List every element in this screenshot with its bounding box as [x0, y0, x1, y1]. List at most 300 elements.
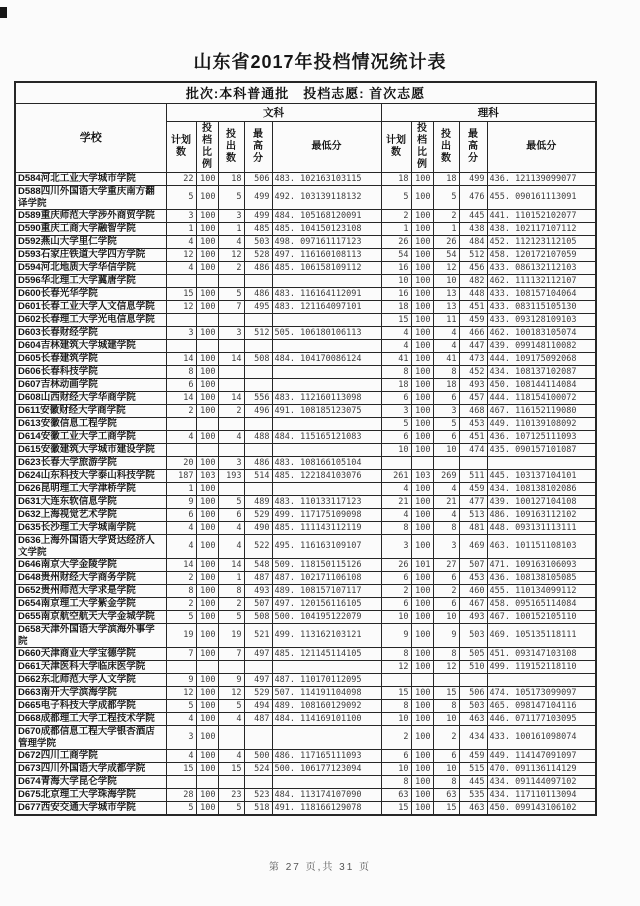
sci-cast-cell: 4	[433, 509, 459, 522]
school-cell: D596华北理工大学冀唐学院	[15, 275, 166, 288]
table-row	[15, 661, 596, 674]
table-row	[15, 648, 596, 661]
school-cell: D606长春科技学院	[15, 366, 166, 379]
scan-artifact	[0, 7, 7, 18]
arts-plan-cell: 5	[166, 700, 196, 713]
arts-cast-cell: 5	[218, 496, 244, 509]
arts-max-cell: 494	[244, 700, 272, 713]
arts-cast-cell: 2	[218, 262, 244, 275]
arts-plan-cell: 7	[166, 648, 196, 661]
arts-max-cell: 485	[244, 223, 272, 236]
school-cell: D661天津医科大学临床医学院	[15, 661, 166, 674]
arts-plan-cell: 3	[166, 327, 196, 340]
sci-cast-cell: 4	[433, 483, 459, 496]
sci-cast-cell: 2	[433, 585, 459, 598]
sci-plan-cell: 10	[381, 275, 411, 288]
school-cell: D652贵州师范大学求是学院	[15, 585, 166, 598]
sci-min-cell: 433. 100161098074	[487, 726, 596, 750]
sci-min-cell: 433. 083115105130	[487, 301, 596, 314]
sci-max-cell: 459	[459, 483, 487, 496]
arts-plan-cell: 2	[166, 572, 196, 585]
arts-ratio-cell: 100	[196, 611, 218, 624]
arts-ratio-cell: 100	[196, 700, 218, 713]
sci-ratio-cell: 100	[411, 496, 433, 509]
arts-cast-cell	[218, 776, 244, 789]
arts-min-cell: 483. 121164097101	[272, 301, 381, 314]
sci-cast-cell: 15	[433, 687, 459, 700]
sci-min-cell: 446. 071177103095	[487, 713, 596, 726]
school-cell: D611安徽财经大学商学院	[15, 405, 166, 418]
table-row	[15, 611, 596, 624]
sci-plan-cell: 54	[381, 249, 411, 262]
sci-min-cell: 444. 109175092068	[487, 353, 596, 366]
sci-cast-cell	[433, 457, 459, 470]
school-cell: D670成都信息工程大学银杏酒店管理学院	[15, 726, 166, 750]
arts-max-cell: 499	[244, 186, 272, 210]
sci-max-cell: 460	[459, 585, 487, 598]
sci-cast-cell: 12	[433, 262, 459, 275]
school-cell: D615安徽建筑大学城市建设学院	[15, 444, 166, 457]
arts-min-cell	[272, 379, 381, 392]
arts-plan-cell: 4	[166, 535, 196, 559]
sci-plan-cell: 26	[381, 559, 411, 572]
sci-cast-cell: 15	[433, 802, 459, 816]
arts-cast-cell: 8	[218, 585, 244, 598]
arts-max-cell: 487	[244, 713, 272, 726]
sci-max-cell	[459, 674, 487, 687]
sci-max-cell: 459	[459, 750, 487, 763]
arts-min-cell	[272, 275, 381, 288]
sci-subheader-cast: 投出数	[433, 122, 459, 173]
sci-plan-cell: 16	[381, 262, 411, 275]
table-row	[15, 687, 596, 700]
sci-plan-cell: 63	[381, 789, 411, 802]
arts-plan-cell: 6	[166, 509, 196, 522]
arts-max-cell: 514	[244, 470, 272, 483]
sci-plan-cell: 10	[381, 444, 411, 457]
school-cell: D662东北师范大学人文学院	[15, 674, 166, 687]
arts-ratio-cell: 100	[196, 288, 218, 301]
arts-ratio-cell: 100	[196, 223, 218, 236]
sci-ratio-cell: 100	[411, 687, 433, 700]
arts-max-cell: 522	[244, 535, 272, 559]
sci-cast-cell: 6	[433, 431, 459, 444]
sci-plan-cell: 8	[381, 776, 411, 789]
sci-min-cell: 452. 112123112105	[487, 236, 596, 249]
sci-plan-cell: 3	[381, 535, 411, 559]
arts-max-cell: 497	[244, 674, 272, 687]
sci-max-cell: 535	[459, 789, 487, 802]
sci-max-cell: 477	[459, 496, 487, 509]
school-cell: D646南京大学金陵学院	[15, 559, 166, 572]
sci-cast-cell: 8	[433, 648, 459, 661]
arts-min-cell: 487. 110170112095	[272, 674, 381, 687]
sci-min-cell: 433. 108157104064	[487, 288, 596, 301]
arts-min-cell	[272, 314, 381, 327]
sci-cast-cell: 4	[433, 327, 459, 340]
sci-ratio-cell: 100	[411, 418, 433, 431]
arts-cast-cell: 3	[218, 210, 244, 223]
sci-ratio-cell: 101	[411, 559, 433, 572]
arts-min-cell	[272, 366, 381, 379]
sci-cast-cell: 10	[433, 275, 459, 288]
school-cell: D663南开大学滨海学院	[15, 687, 166, 700]
sci-ratio-cell: 100	[411, 611, 433, 624]
arts-max-cell: 507	[244, 598, 272, 611]
sci-cast-cell: 10	[433, 444, 459, 457]
sci-min-cell: 449. 114147091097	[487, 750, 596, 763]
arts-plan-cell: 6	[166, 379, 196, 392]
table-row	[15, 275, 596, 288]
sci-ratio-cell: 100	[411, 288, 433, 301]
sci-min-cell: 474. 105173099097	[487, 687, 596, 700]
arts-max-cell: 495	[244, 301, 272, 314]
school-cell: D604吉林建筑大学城建学院	[15, 340, 166, 353]
sci-max-cell: 503	[459, 624, 487, 648]
arts-max-cell: 493	[244, 585, 272, 598]
sci-ratio-cell: 100	[411, 392, 433, 405]
arts-cast-cell	[218, 275, 244, 288]
sci-max-cell: 463	[459, 802, 487, 816]
sci-min-cell: 469. 105135118111	[487, 624, 596, 648]
arts-subheader-min: 最低分	[272, 122, 381, 173]
school-cell: D584河北工业大学城市学院	[15, 173, 166, 186]
school-cell: D636上海外国语大学贤达经济人文学院	[15, 535, 166, 559]
sci-plan-cell: 6	[381, 431, 411, 444]
sci-plan-cell: 21	[381, 496, 411, 509]
arts-max-cell: 506	[244, 173, 272, 186]
sci-cast-cell: 5	[433, 418, 459, 431]
arts-cast-cell: 15	[218, 763, 244, 776]
arts-max-cell: 489	[244, 496, 272, 509]
sci-cast-cell: 21	[433, 496, 459, 509]
arts-min-cell: 484. 105168120091	[272, 210, 381, 223]
school-cell: D588四川外国语大学重庆南方翻译学院	[15, 186, 166, 210]
arts-cast-cell	[218, 444, 244, 457]
arts-max-cell	[244, 726, 272, 750]
arts-plan-cell: 20	[166, 457, 196, 470]
sci-cast-cell: 6	[433, 392, 459, 405]
sci-cast-cell: 6	[433, 598, 459, 611]
sci-max-cell: 467	[459, 598, 487, 611]
arts-max-cell	[244, 366, 272, 379]
arts-max-cell	[244, 444, 272, 457]
arts-ratio-cell: 100	[196, 522, 218, 535]
arts-max-cell	[244, 418, 272, 431]
arts-cast-cell: 193	[218, 470, 244, 483]
table-row	[15, 763, 596, 776]
sci-min-cell: 445. 103137104101	[487, 470, 596, 483]
arts-max-cell: 524	[244, 763, 272, 776]
sci-cast-cell	[433, 674, 459, 687]
sci-ratio-cell: 100	[411, 327, 433, 340]
arts-cast-cell: 9	[218, 674, 244, 687]
sci-ratio-cell: 100	[411, 750, 433, 763]
sci-subheader-plan: 计划数	[381, 122, 411, 173]
arts-min-cell: 491. 118166129078	[272, 802, 381, 816]
school-cell: D593石家庄铁道大学四方学院	[15, 249, 166, 262]
arts-plan-cell	[166, 444, 196, 457]
sci-min-cell: 441. 110152102077	[487, 210, 596, 223]
sci-cast-cell: 18	[433, 173, 459, 186]
table-row	[15, 496, 596, 509]
table-row	[15, 340, 596, 353]
school-cell: D660天津商业大学宝德学院	[15, 648, 166, 661]
sci-ratio-cell: 100	[411, 648, 433, 661]
sci-min-cell: 449. 110139108092	[487, 418, 596, 431]
sci-max-cell: 466	[459, 327, 487, 340]
table-row	[15, 431, 596, 444]
arts-cast-cell: 5	[218, 700, 244, 713]
sci-cast-cell: 2	[433, 726, 459, 750]
sci-ratio-cell: 100	[411, 186, 433, 210]
sci-ratio-cell: 100	[411, 444, 433, 457]
arts-max-cell	[244, 379, 272, 392]
table-row	[15, 392, 596, 405]
arts-max-cell: 486	[244, 262, 272, 275]
sci-min-cell: 439. 099148110082	[487, 340, 596, 353]
arts-max-cell: 518	[244, 802, 272, 816]
arts-ratio-cell: 100	[196, 496, 218, 509]
arts-subheader-plan: 计划数	[166, 122, 196, 173]
sci-min-cell: 435. 090157101087	[487, 444, 596, 457]
sci-min-cell: 434. 108138102086	[487, 483, 596, 496]
school-cell: D668成都理工大学工程技术学院	[15, 713, 166, 726]
sci-plan-cell: 9	[381, 624, 411, 648]
sci-ratio-cell: 100	[411, 236, 433, 249]
sci-plan-cell: 2	[381, 585, 411, 598]
arts-min-cell: 485. 122184103076	[272, 470, 381, 483]
table-row	[15, 327, 596, 340]
arts-plan-cell: 3	[166, 210, 196, 223]
arts-plan-cell: 14	[166, 353, 196, 366]
arts-min-cell: 500. 104195122079	[272, 611, 381, 624]
sci-min-cell: 463. 101151108103	[487, 535, 596, 559]
arts-ratio-cell: 100	[196, 687, 218, 700]
sci-cast-cell: 3	[433, 405, 459, 418]
batch-row	[15, 82, 596, 104]
arts-plan-cell: 14	[166, 559, 196, 572]
sci-max-cell: 445	[459, 776, 487, 789]
sci-max-cell: 511	[459, 470, 487, 483]
table-row	[15, 379, 596, 392]
arts-plan-cell: 2	[166, 405, 196, 418]
sci-max-cell: 482	[459, 275, 487, 288]
arts-cast-cell: 7	[218, 648, 244, 661]
sci-ratio-cell: 100	[411, 624, 433, 648]
arts-min-cell: 500. 106177123094	[272, 763, 381, 776]
sci-plan-cell: 4	[381, 483, 411, 496]
arts-min-cell: 491. 108185123075	[272, 405, 381, 418]
arts-cast-cell: 5	[218, 802, 244, 816]
sci-min-cell	[487, 674, 596, 687]
arts-cast-cell: 4	[218, 535, 244, 559]
school-cell: D590重庆工商大学融智学院	[15, 223, 166, 236]
table-row	[15, 223, 596, 236]
sci-max-cell: 463	[459, 713, 487, 726]
arts-plan-cell: 1	[166, 223, 196, 236]
arts-plan-cell: 4	[166, 236, 196, 249]
school-cell: D623长春大学旅游学院	[15, 457, 166, 470]
sci-plan-cell: 18	[381, 301, 411, 314]
arts-plan-cell: 5	[166, 802, 196, 816]
sci-cast-cell: 10	[433, 763, 459, 776]
sci-plan-cell: 8	[381, 366, 411, 379]
sci-plan-cell: 16	[381, 288, 411, 301]
arts-ratio-cell: 100	[196, 726, 218, 750]
arts-ratio-cell: 100	[196, 249, 218, 262]
sci-plan-cell: 10	[381, 763, 411, 776]
sci-min-cell: 434. 117110113094	[487, 789, 596, 802]
sci-cast-cell: 8	[433, 700, 459, 713]
sci-min-cell: 450. 108144114084	[487, 379, 596, 392]
school-cell: D614安徽工业大学工商学院	[15, 431, 166, 444]
arts-cast-cell	[218, 340, 244, 353]
sci-min-cell: 462. 111132112107	[487, 275, 596, 288]
sci-subheader-ratio: 投档比例	[411, 122, 433, 173]
sci-plan-cell: 12	[381, 661, 411, 674]
arts-ratio-cell	[196, 275, 218, 288]
sci-cast-cell: 8	[433, 776, 459, 789]
arts-max-cell: 496	[244, 405, 272, 418]
arts-min-cell: 499. 117175109098	[272, 509, 381, 522]
arts-min-cell	[272, 726, 381, 750]
sci-max-cell: 448	[459, 288, 487, 301]
arts-ratio-cell: 100	[196, 572, 218, 585]
arts-plan-cell: 4	[166, 750, 196, 763]
arts-min-cell: 484. 104170086124	[272, 353, 381, 366]
sci-plan-cell: 15	[381, 687, 411, 700]
sci-plan-cell: 3	[381, 405, 411, 418]
sci-min-cell: 470. 091136114129	[487, 763, 596, 776]
arts-ratio-cell	[196, 340, 218, 353]
sci-max-cell: 468	[459, 405, 487, 418]
school-cell: D648贵州财经大学商务学院	[15, 572, 166, 585]
arts-cast-cell: 3	[218, 327, 244, 340]
school-cell: D601长春工业大学人文信息学院	[15, 301, 166, 314]
arts-plan-cell	[166, 340, 196, 353]
arts-cast-cell: 4	[218, 236, 244, 249]
arts-ratio-cell: 100	[196, 509, 218, 522]
sci-max-cell: 484	[459, 236, 487, 249]
sci-ratio-cell: 100	[411, 223, 433, 236]
arts-min-cell	[272, 418, 381, 431]
arts-cast-cell: 5	[218, 288, 244, 301]
table-row	[15, 301, 596, 314]
school-cell: D607吉林动画学院	[15, 379, 166, 392]
sci-plan-cell: 261	[381, 470, 411, 483]
arts-cast-cell: 12	[218, 249, 244, 262]
arts-cast-cell: 14	[218, 353, 244, 366]
sci-plan-cell: 6	[381, 598, 411, 611]
table-row	[15, 288, 596, 301]
table-row	[15, 470, 596, 483]
sci-cast-cell: 8	[433, 522, 459, 535]
table-row	[15, 249, 596, 262]
sci-ratio-cell: 103	[411, 470, 433, 483]
sci-max-cell: 456	[459, 262, 487, 275]
sci-plan-cell: 4	[381, 509, 411, 522]
sci-cast-cell: 6	[433, 750, 459, 763]
arts-min-cell: 489. 108160129092	[272, 700, 381, 713]
arts-cast-cell	[218, 366, 244, 379]
arts-ratio-cell: 100	[196, 674, 218, 687]
sci-min-cell: 436. 121139099077	[487, 173, 596, 186]
arts-min-cell: 483. 112160113098	[272, 392, 381, 405]
sci-plan-cell	[381, 674, 411, 687]
arts-min-cell: 509. 118150115126	[272, 559, 381, 572]
sci-min-cell: 467. 100152105110	[487, 611, 596, 624]
sci-min-cell: 436. 107125111093	[487, 431, 596, 444]
sci-ratio-cell: 100	[411, 301, 433, 314]
sci-max-cell: 452	[459, 366, 487, 379]
school-cell: D626昆明理工大学津桥学院	[15, 483, 166, 496]
arts-plan-cell: 22	[166, 173, 196, 186]
arts-ratio-cell: 103	[196, 470, 218, 483]
sci-max-cell: 459	[459, 314, 487, 327]
table-row	[15, 789, 596, 802]
arts-max-cell: 556	[244, 392, 272, 405]
sci-min-cell: 433. 086132112103	[487, 262, 596, 275]
arts-ratio-cell	[196, 418, 218, 431]
arts-max-cell: 487	[244, 572, 272, 585]
sci-min-cell: 438. 102117107112	[487, 223, 596, 236]
arts-ratio-cell: 100	[196, 559, 218, 572]
sci-ratio-cell	[411, 457, 433, 470]
science-group-header: 理科	[381, 104, 596, 122]
arts-plan-cell: 187	[166, 470, 196, 483]
sci-max-cell: 503	[459, 700, 487, 713]
sci-ratio-cell: 100	[411, 713, 433, 726]
arts-min-cell: 492. 103139118132	[272, 186, 381, 210]
arts-cast-cell: 4	[218, 522, 244, 535]
sci-cast-cell: 12	[433, 661, 459, 674]
stats-table	[14, 81, 597, 816]
sci-min-cell: 434. 108137102087	[487, 366, 596, 379]
arts-ratio-cell: 100	[196, 535, 218, 559]
sci-ratio-cell: 100	[411, 535, 433, 559]
arts-ratio-cell: 100	[196, 392, 218, 405]
arts-min-cell	[272, 483, 381, 496]
sci-cast-cell: 54	[433, 249, 459, 262]
arts-min-cell: 483. 110133117123	[272, 496, 381, 509]
page-title: 山东省2017年投档情况统计表	[193, 52, 447, 72]
school-cell: D673四川外国语大学成都学院	[15, 763, 166, 776]
sci-plan-cell: 5	[381, 186, 411, 210]
sci-cast-cell: 3	[433, 535, 459, 559]
arts-plan-cell: 4	[166, 262, 196, 275]
arts-plan-cell	[166, 275, 196, 288]
arts-max-cell: 497	[244, 648, 272, 661]
sci-plan-cell: 8	[381, 700, 411, 713]
sci-min-cell: 455. 110134099112	[487, 585, 596, 598]
arts-min-cell: 497. 116160108113	[272, 249, 381, 262]
arts-min-cell: 484. 115165121083	[272, 431, 381, 444]
sci-subheader-max: 最高分	[459, 122, 487, 173]
arts-cast-cell: 2	[218, 405, 244, 418]
sci-ratio-cell: 100	[411, 598, 433, 611]
sci-max-cell: 451	[459, 301, 487, 314]
arts-cast-cell	[218, 726, 244, 750]
arts-subheader-cast: 投出数	[218, 122, 244, 173]
school-cell: D600长春光华学院	[15, 288, 166, 301]
sci-max-cell: 438	[459, 223, 487, 236]
sci-max-cell: 476	[459, 186, 487, 210]
arts-plan-cell	[166, 314, 196, 327]
arts-subheader-max: 最高分	[244, 122, 272, 173]
table-row	[15, 173, 596, 186]
sci-max-cell: 493	[459, 379, 487, 392]
